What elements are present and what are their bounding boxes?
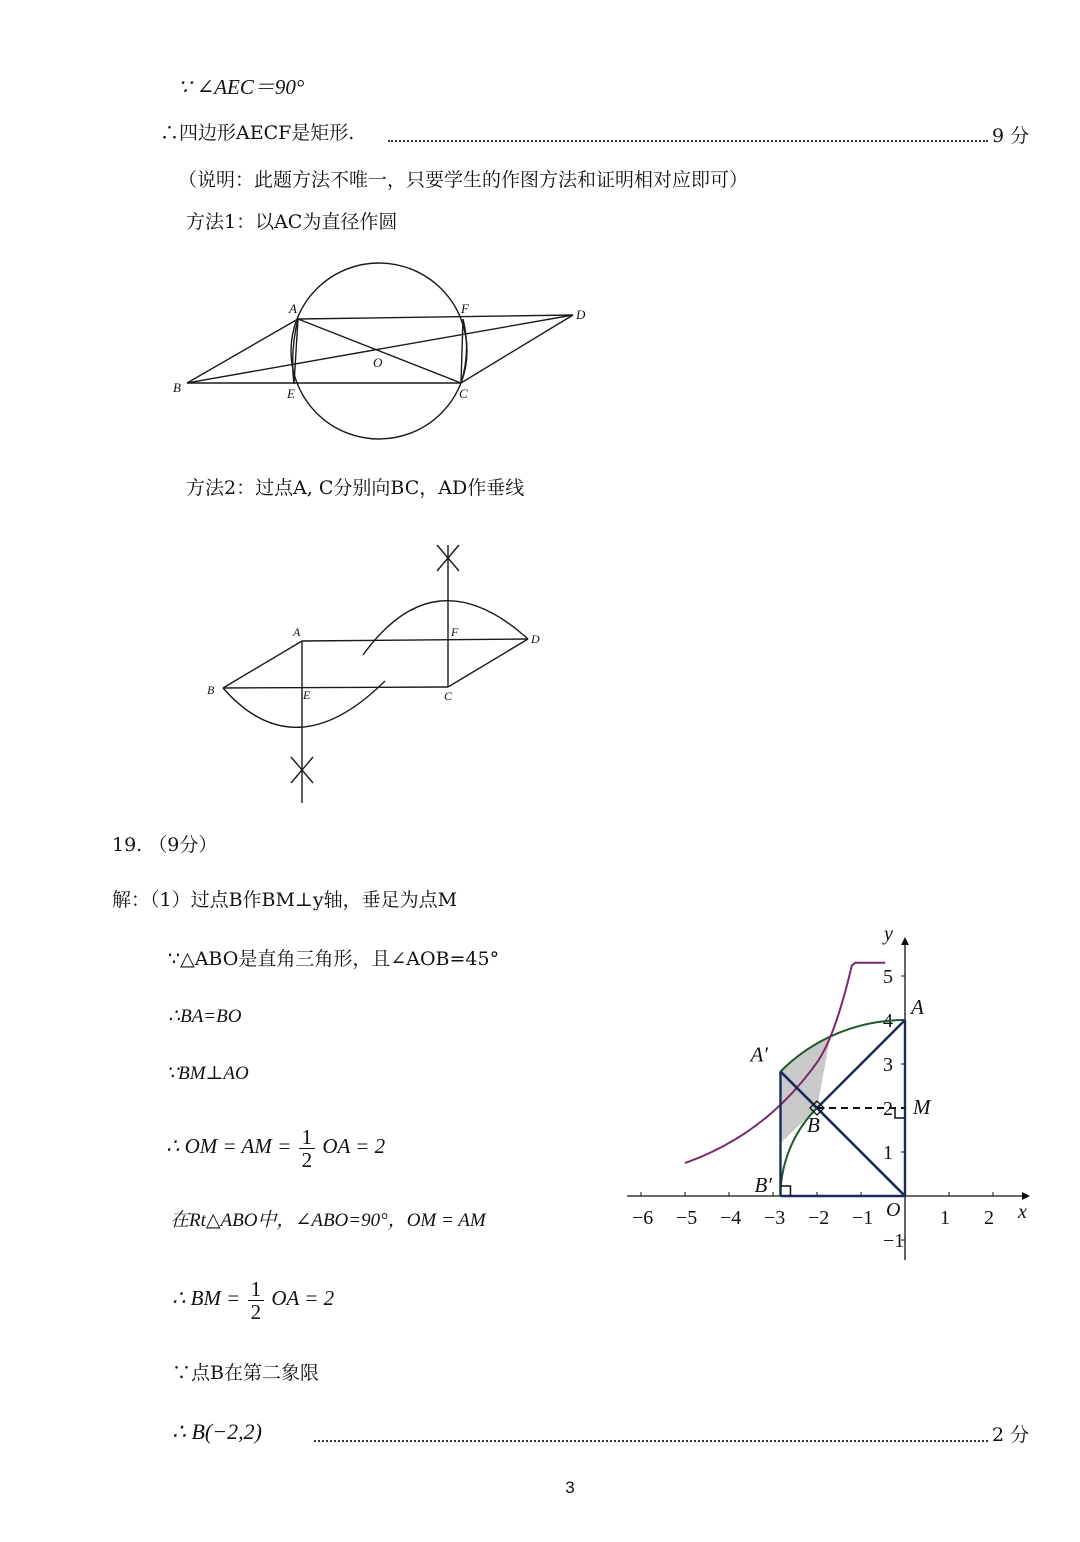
score-9: 9 分 [992,125,1030,147]
x-tick-label: −4 [720,1207,742,1229]
x-tick-label: 1 [940,1207,950,1229]
note-line: （说明：此题方法不唯一，只要学生的作图方法和证明相对应即可） [178,169,749,191]
y-tick-label: 2 [883,1098,893,1120]
fig2-label-B: B [207,683,215,697]
method2-title: 方法2：过点A, C分别向BC，AD作垂线 [186,477,525,499]
x-axis-arrow [1022,1192,1030,1200]
figure-method1 [165,255,595,450]
segment-a-prime-o [780,1071,905,1196]
fraction-denominator-2: 2 [250,1299,262,1324]
right-angle-m [895,1108,905,1118]
coordinate-chart [622,920,1042,1270]
fig1-label-B: B [173,380,181,395]
fig2-label-F: F [451,625,459,639]
step-bm-prefix: ∴ BM = [172,1286,241,1310]
y-tick-label: 4 [883,1010,893,1032]
fig1-label-A: A [289,301,297,316]
point-label-a-prime: A′ [750,1042,768,1067]
x-tick-label: 2 [984,1207,994,1229]
step-bm-perp-ao: ∵BM⊥AO [166,1063,249,1084]
fig2-segment-AB [223,641,302,688]
x-tick-label: −2 [808,1207,830,1229]
fraction-half [299,1126,316,1171]
dotted-leader-2 [314,1440,988,1442]
dotted-leader [388,140,988,142]
step-om-am-prefix: ∴ OM = AM = [166,1134,292,1158]
step-om-am [166,1122,385,1171]
point-label-b-prime: B′ [754,1173,772,1197]
step-second-quadrant: ∵点B在第二象限 [172,1362,319,1384]
fig1-label-O: O [373,355,383,370]
step-bm [172,1274,334,1323]
step-point-b: ∴ B(−2,2) [172,1419,262,1444]
fig2-label-E: E [303,688,311,702]
point-label-m: M [913,1095,931,1119]
fig2-arc-upper [363,601,528,655]
fig1-segment-FC [461,319,463,383]
fig2-segment-BC [223,687,448,688]
line-angle-aec: ∵ ∠AEC＝90° [178,75,305,99]
figure-method2 [195,535,555,810]
fig1-label-F: F [461,301,469,316]
y-tick-label: 3 [883,1054,893,1076]
method1-title: 方法1：以AC为直径作圆 [186,211,398,233]
fig1-label-D: D [576,307,586,322]
solution-step1: 解：（1）过点B作BM⊥y轴，垂足为点M [112,889,458,911]
fig2-label-D: D [531,632,540,646]
fraction-half-2 [248,1278,265,1323]
point-label-b: B [807,1113,820,1137]
question-19-header: 19. （9分） [112,834,218,856]
y-tick-label: 5 [883,966,893,988]
step-bm-suffix: OA = 2 [271,1286,335,1310]
x-axis-label: x [1018,1201,1027,1223]
step-rt-triangle: 在Rt△ABO中，∠ABO=90°，OM = AM [170,1210,486,1231]
y-tick-label: −1 [883,1230,905,1252]
step-right-triangle: ∵△ABO是直角三角形，且∠AOB=45° [168,948,500,970]
right-angle-b-prime [780,1186,790,1196]
page-number: 3 [565,1478,575,1497]
fig2-segment-DC [448,639,528,687]
origin-label: O [886,1199,901,1221]
x-tick-label: −1 [852,1207,874,1229]
fig1-label-E: E [287,386,295,401]
fraction-numerator: 1 [299,1126,316,1149]
x-tick-label: −5 [676,1207,698,1229]
step-om-am-suffix: OA = 2 [322,1134,386,1158]
y-axis-arrow [901,937,909,945]
fig2-segment-AD [302,639,528,641]
x-tick-label: −6 [632,1207,654,1229]
y-tick-label: 1 [883,1142,893,1164]
fig1-segment-AC [298,319,461,383]
fig1-segment-AD [298,315,573,319]
line-rectangle-conclusion: ∴四边形AECF是矩形. [160,122,355,144]
fraction-numerator-2: 1 [248,1278,265,1301]
score-2: 2 分 [992,1424,1030,1446]
step-ba-bo: ∴BA=BO [168,1006,242,1027]
fig1-label-C: C [459,386,468,401]
y-axis-label: y [884,923,893,945]
fig2-label-C: C [444,689,453,703]
fraction-denominator: 2 [301,1147,313,1172]
x-tick-label: −3 [764,1207,786,1229]
point-label-a: A [911,995,924,1019]
fig2-label-A: A [293,625,301,639]
